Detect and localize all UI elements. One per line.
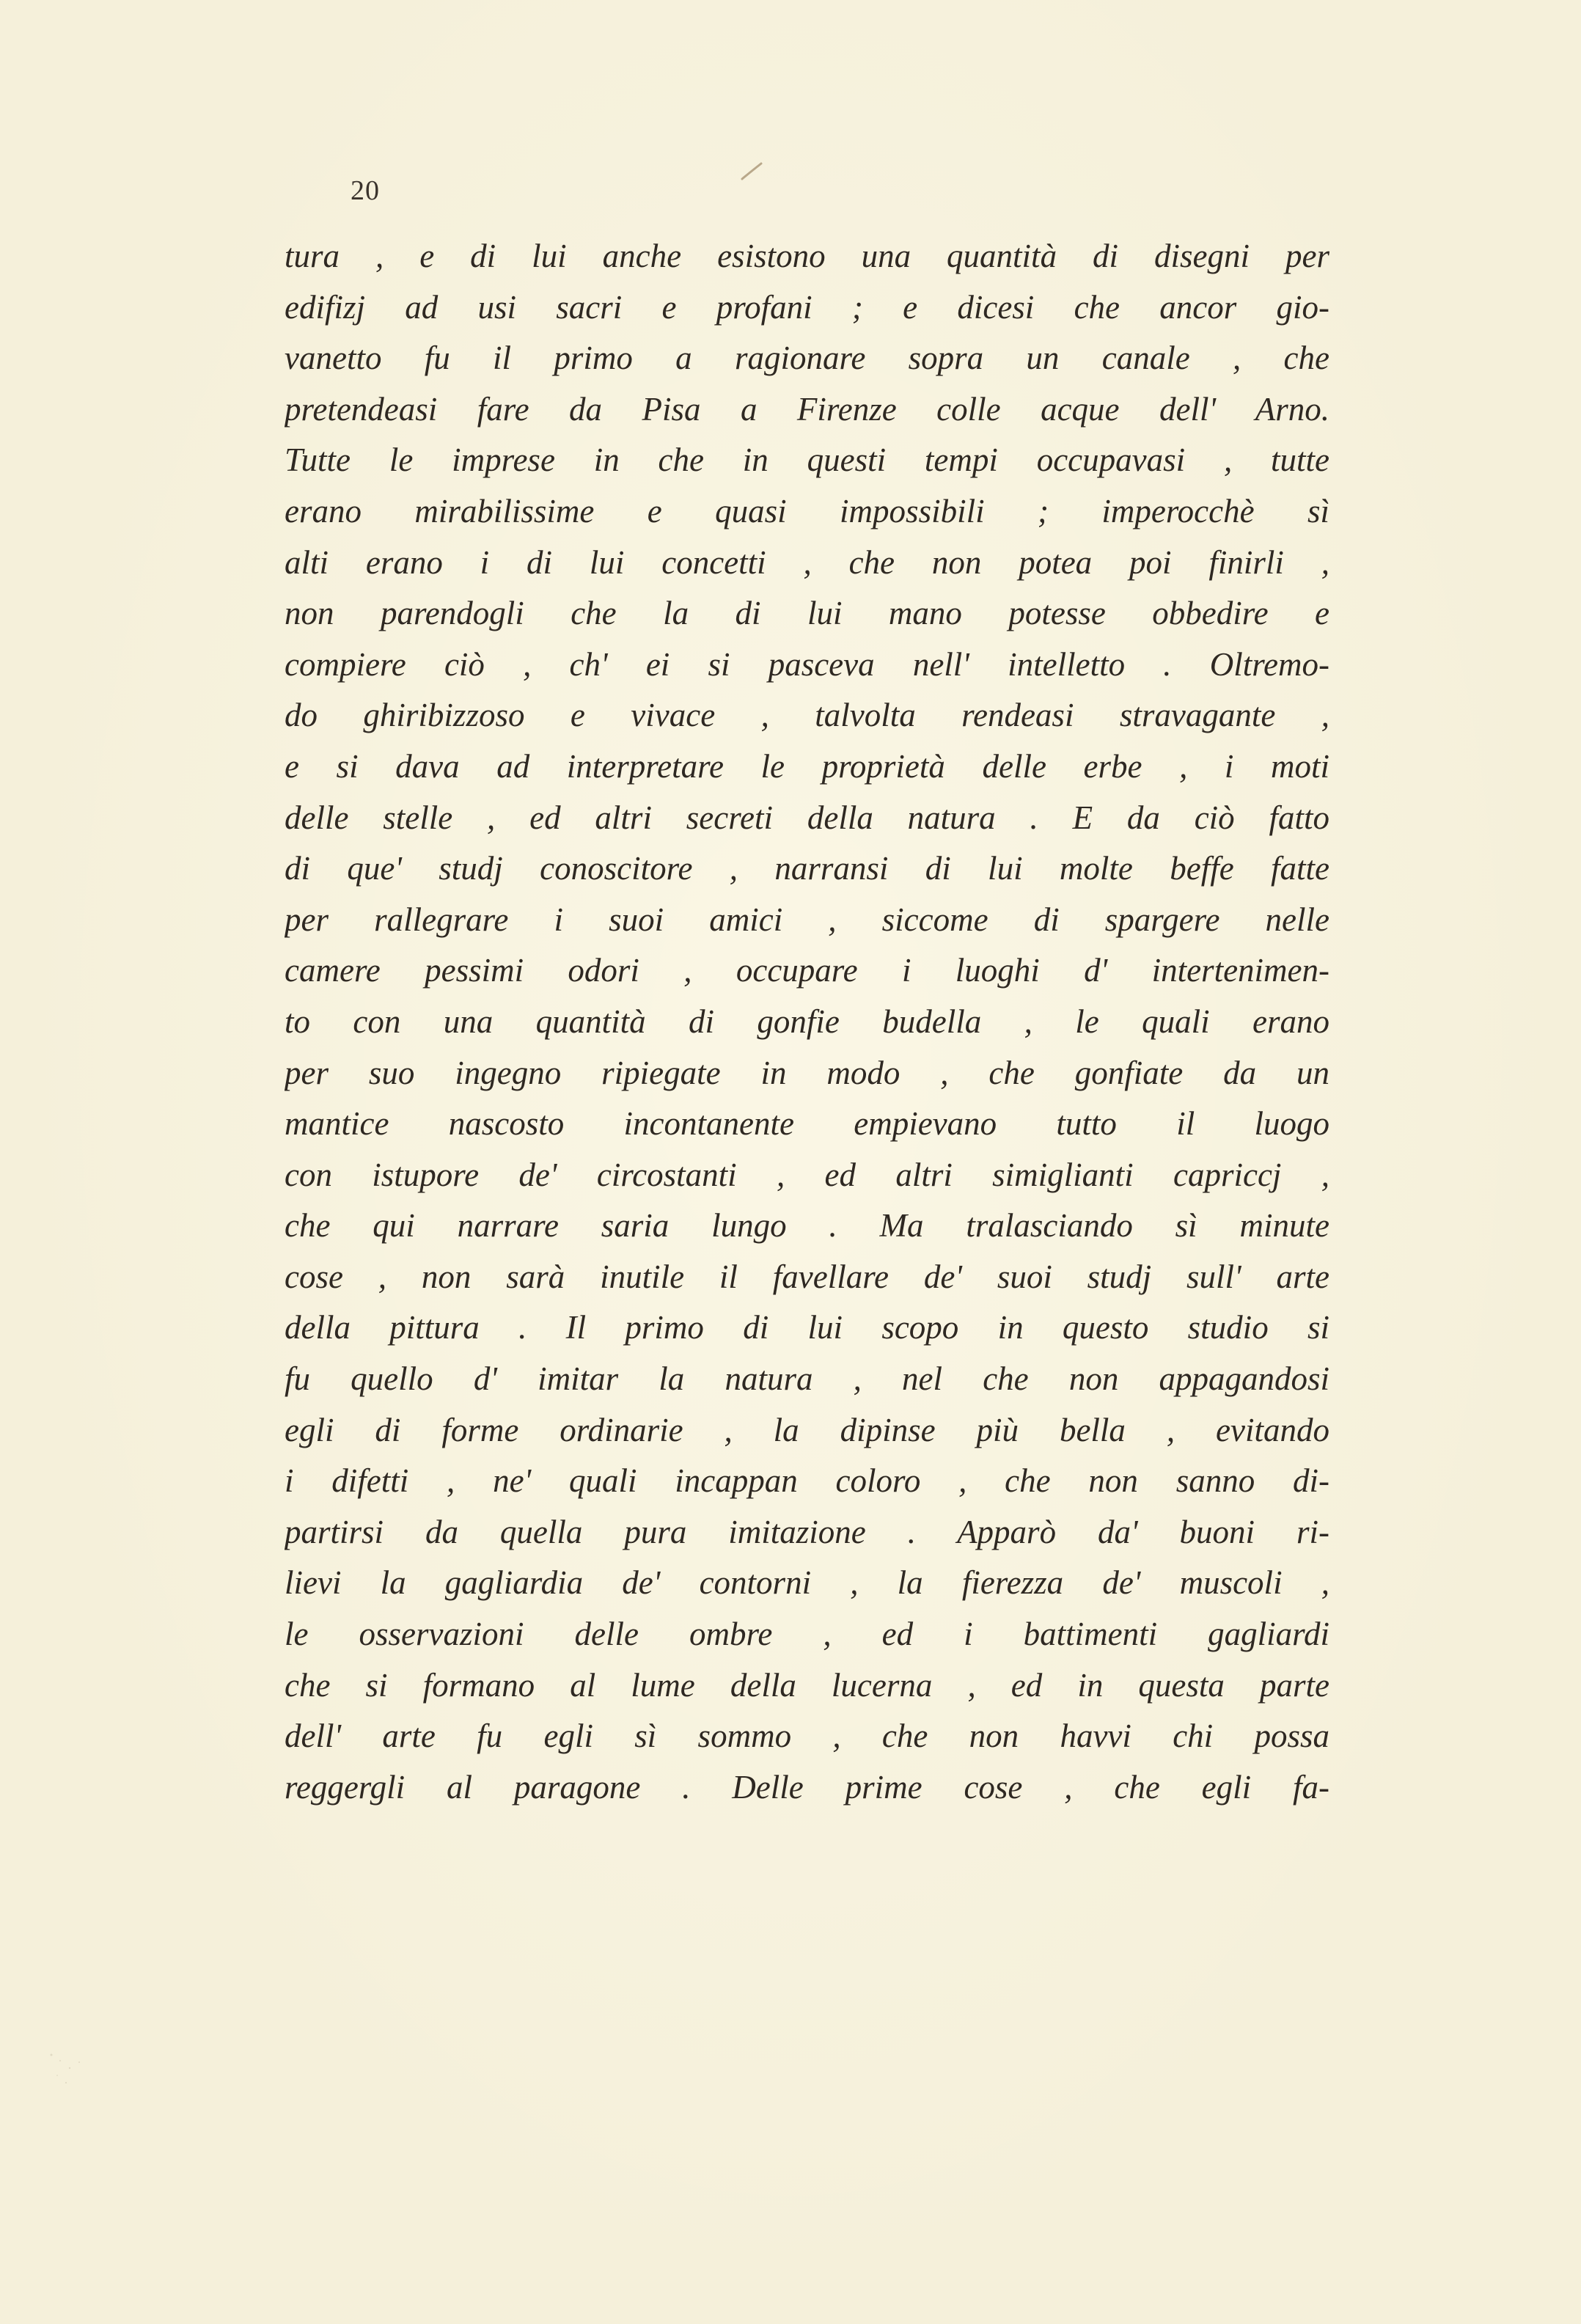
text-line: per rallegrare i suoi amici , siccome di spargere nelle [285, 901, 1329, 938]
text-line: Tutte le imprese in che in questi tempi occupavasi , tutte [285, 441, 1329, 479]
text-line: vanetto fu il primo a ragionare sopra un canale , che [285, 340, 1329, 377]
text-line: to con una quantità di gonfie budella , le quali erano [285, 1002, 1329, 1040]
text-line: mantice nascosto incontanente empievano tutto il luogo [285, 1105, 1329, 1143]
text-line: dell' arte fu egli sì sommo , che non havvi chi possa [285, 1718, 1329, 1755]
paper-speckle [44, 2046, 103, 2090]
text-line: reggergli al paragone . Delle prime cose , che egli fa- [285, 1768, 1329, 1806]
text-line: che si formano al lume della lucerna , ed in questa parte [285, 1666, 1329, 1704]
text-line: i difetti , ne' quali incappan coloro , che non sanno di- [285, 1462, 1329, 1500]
text-line: non parendogli che la di lui mano potesse obbedire e [285, 595, 1329, 632]
text-line: alti erano i di lui concetti , che non potea poi finirli , [285, 543, 1329, 581]
text-line: pretendeasi fare da Pisa a Firenze colle acque dell' Arno. [285, 390, 1329, 428]
text-line: partirsi da quella pura imitazione . Apparò da' buoni ri- [285, 1513, 1329, 1550]
text-line: egli di forme ordinarie , la dipinse più bella , evitando [285, 1411, 1329, 1448]
text-line: della pittura . Il primo di lui scopo in questo studio si [285, 1309, 1329, 1346]
text-line: le osservazioni delle ombre , ed i battimenti gagliardi [285, 1616, 1329, 1653]
body-text [285, 231, 1329, 1813]
text-line: cose , non sarà inutile il favellare de' suoi studj sull' arte [285, 1258, 1329, 1295]
text-line: lievi la gagliardia de' contorni , la fierezza de' muscoli , [285, 1564, 1329, 1602]
text-line: con istupore de' circostanti , ed altri simiglianti capriccj , [285, 1156, 1329, 1193]
text-line: per suo ingegno ripiegate in modo , che gonfiate da un [285, 1054, 1329, 1091]
text-line: che qui narrare saria lungo . Ma tralasciando sì minute [285, 1207, 1329, 1245]
text-line: camere pessimi odori , occupare i luoghi d' intertenimen- [285, 952, 1329, 989]
ink-mark [741, 161, 763, 182]
text-line: fu quello d' imitar la natura , nel che non appagandosi [285, 1360, 1329, 1398]
text-line: tura , e di lui anche esistono una quantità di disegni per [285, 238, 1329, 274]
text-line: di que' studj conoscitore , narransi di lui molte beffe fatte [285, 850, 1329, 887]
text-line: compiere ciò , ch' ei si pasceva nell' intelletto . Oltremo- [285, 645, 1329, 683]
text-line: delle stelle , ed altri secreti della natura . E da ciò fatto [285, 799, 1329, 836]
text-line: e si dava ad interpretare le proprietà delle erbe , i moti [285, 747, 1329, 785]
text-line: edifizj ad usi sacri e profani ; e dicesi che ancor gio- [285, 288, 1329, 326]
text-line: erano mirabilissime e quasi impossibili ; imperocchè sì [285, 492, 1329, 529]
text-line: do ghiribizzoso e vivace , talvolta rendeasi stravagante , [285, 697, 1329, 734]
page-number: 20 [351, 175, 380, 206]
